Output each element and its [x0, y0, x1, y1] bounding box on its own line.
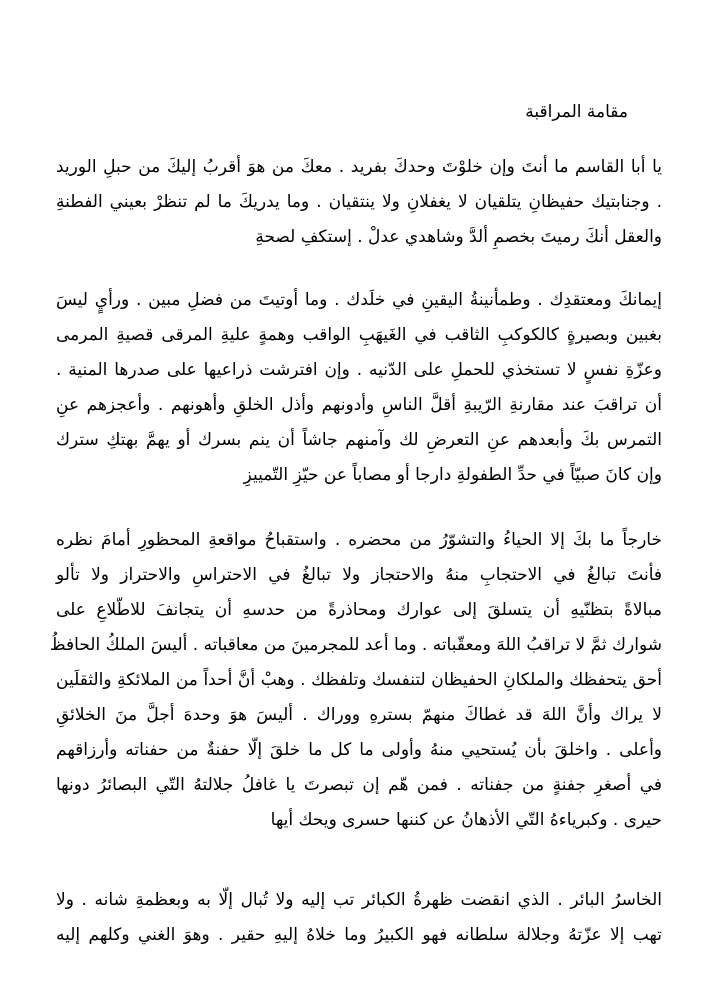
text-line: الخاسرُ البائر . الذي انقضت ظهرةُ الكبائر تب إليه ولا تُبال إلّا به وبعظمةِ شانه . ولا [56, 890, 662, 910]
text-line: التمرس بكَ وأبعدهم عنِ التعرضِ لك وآمنهم جاشاً أن ينم بسرك أو يهمَّ بهتكِ سترك [56, 430, 662, 450]
text-line: أن تراقبَ عند مقارنةِ الرّيبةِ أقلَّ الناسِ وأدونهم وأذل الخلقِ وأهونهم . وأعجزهم عنِ [56, 395, 662, 415]
document-title: مقامة المراقبة [525, 102, 628, 122]
text-line: أحق يتحفظك والملكانِ الحفيظان لتنفسك وتلفظك . وهبْ أنَّ أحداً من الملائكةِ والثقلَين [56, 670, 662, 690]
text-line: شوارك ثمَّ لا تراقبُ اللهَ ومعقّباته . وما أعد للمجرمينَ من معاقباته . أليسَ الملكُ الحافظُ [49, 635, 662, 655]
text-line: تهب إلا عزّتهُ وجلالة سلطانه فهو الكبيرُ وما خلاهُ إليهِ حقير . وهوَ الغني وكلهم إليه [56, 925, 662, 945]
text-line: خارجاً ما بكَ إلا الحياءُ والتشوّرُ من محضره . واستقباحُ مواقعةِ المحظورِ أمامَ نظره [56, 530, 662, 550]
text-line: بغبين وبصيرةٍ كالكوكبِ الثاقب في الغَيهَبِ الواقب وهمةٍ عليةِ المرقى قصيةِ المرمى [56, 325, 662, 345]
text-line: وأعلى . واخلقَ بأن يُستحيي منهُ وأولى ما كل ما خلقَ إلّا حفنةٌ من حفناته وأرزاقهم [56, 740, 662, 760]
text-line: والعقل أنكَ رميتَ بخصمِ ألدَّ وشاهدي عدلْ . إستكفِ لصحةِ [255, 227, 662, 247]
paragraph-4 [56, 883, 662, 953]
paragraph-1 [56, 150, 662, 255]
paragraph-2 [56, 283, 662, 493]
text-line: إيمانكَ ومعتقدِك . وطمأنينةُ اليقينِ في خلَدك . وما أوتيتَ من فضلِ مبين . ورأيٍ ليسَ [56, 290, 662, 310]
text-line: وإن كانَ صبيّاً في حدِّ الطفولةِ دارجا أو مصاباً عن حيّزِ التّمييزِ [243, 465, 662, 485]
text-line: لا يراك وأنَّ اللهَ قد غطاكَ منهمّ بسترهِ ووراك . أليسَ هوَ وحدهَ أجلَّ منَ الخلائقِ [56, 705, 662, 725]
text-line: في أصغرِ جفنةٍ من جفناته . فمن هّم إن تبصرتَ يا غافلُ جلالتهُ التّي البصائرُ دونها [56, 775, 662, 795]
text-line: . وجنابتيك حفيظانِ يتلقيان لا يغفلانِ ولا ينتقيان . وما يدريكَ ما لم تنظرْ بعيني الفطنةِ [56, 192, 662, 212]
paragraph-3 [49, 523, 662, 838]
text-line: فأنتَ تبالغُ في الاحتجابِ منهُ والاحتجاز ولا تبالغُ في الاحتراسِ والاحتراز ولا تألو [56, 565, 662, 585]
text-line: وعزّةِ نفسٍ لا تستخذي للحملِ على الدّنيه . وإن افترشت ذراعيها على صدرها المنية . [56, 360, 662, 380]
text-line: يا أبا القاسم ما أنتَ وإن خلوْتَ وحدكَ بفريد . معكَ من هوَ أقربُ إليكَ من حبلِ الوريد [56, 157, 662, 177]
text-line: مبالاةً بتظنّيهِ أن يتسلقَ إلى عوارك ومحاذرةً من حدسهِ أن يتجانفَ للاطّلاعِ على [56, 600, 662, 620]
text-line: حيرى . وكبرياءهُ التّي الأذهانُ عن كننها حسرى ويحك أيها [270, 810, 662, 830]
